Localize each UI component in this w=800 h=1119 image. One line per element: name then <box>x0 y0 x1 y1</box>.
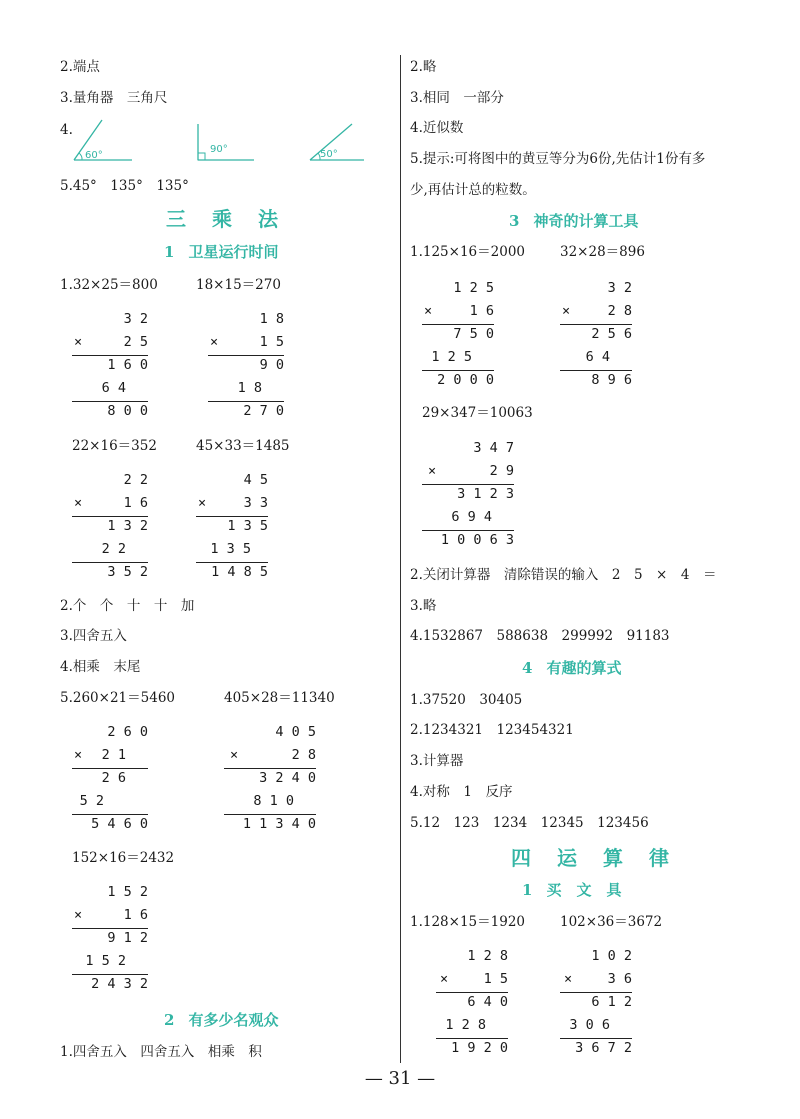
calc-result: 1 9 2 0 <box>451 1040 508 1056</box>
calc-line <box>72 516 148 517</box>
answer-line: 4.1532867 588638 299992 91183 <box>410 628 670 644</box>
angle-label: 60° <box>85 150 103 161</box>
calc-line <box>436 992 508 993</box>
calc-line <box>436 1038 508 1039</box>
chapter-title: 三乘法 <box>166 207 304 231</box>
calc-multiplier: 1 5 <box>483 971 508 987</box>
angle-label: 90° <box>210 144 228 155</box>
calc-multiplicand: 1 2 5 <box>453 280 494 296</box>
angle-50-figure <box>308 122 368 164</box>
section-name: 有多少名观众 <box>188 1011 279 1029</box>
calc-multiplicand: 3 4 7 <box>473 440 514 456</box>
vertical-calculation <box>436 950 508 1060</box>
calc-partial: 1 6 0 <box>107 357 148 373</box>
calc-result: 3 6 7 2 <box>575 1040 632 1056</box>
answer-line: 5.12 123 1234 12345 123456 <box>410 815 649 831</box>
calc-partial: 1 3 5 <box>227 518 268 534</box>
vertical-calculation <box>196 474 268 584</box>
answer-line: 少,再估计总的粒数。 <box>410 182 536 198</box>
calc-result: 8 0 0 <box>107 403 148 419</box>
calc-multiplier: 3 6 <box>607 971 632 987</box>
calc-partial: 3 0 6 <box>569 1017 610 1033</box>
calc-partial: 1 3 2 <box>107 518 148 534</box>
vertical-calculation <box>560 282 632 392</box>
answer-line: 22×16＝352 <box>72 438 157 454</box>
answer-line: 1.128×15＝1920 <box>410 914 525 930</box>
calc-multiplier: 2 8 <box>607 303 632 319</box>
section-title <box>164 245 278 260</box>
answer-line: 3.计算器 <box>410 753 464 769</box>
calc-times: × <box>74 747 83 763</box>
angle-label: 50° <box>320 149 338 160</box>
calc-partial: 3 1 2 3 <box>457 486 514 502</box>
calc-line <box>422 370 494 371</box>
answer-line: 1.四舍五入 四舍五入 相乘 积 <box>60 1044 262 1060</box>
calc-partial: 8 1 0 <box>253 793 294 809</box>
answer-line: 5.45° 135° 135° <box>60 178 189 194</box>
answer-line: 18×15＝270 <box>196 277 281 293</box>
angle-90-figure <box>196 122 258 164</box>
section-name: 神奇的计算工具 <box>533 212 639 230</box>
calc-partial: 2 2 <box>101 541 126 557</box>
calc-times: × <box>562 303 571 319</box>
calc-times: × <box>428 463 437 479</box>
answer-line: 1.125×16＝2000 <box>410 244 525 260</box>
calc-partial: 6 4 <box>101 380 126 396</box>
calc-result: 1 0 0 6 3 <box>440 532 514 548</box>
answer-line: 45×33＝1485 <box>196 438 290 454</box>
calc-line <box>208 401 284 402</box>
calc-times: × <box>230 747 239 763</box>
calc-multiplier: 1 5 <box>259 334 284 350</box>
answer-line: 3.量角器 三角尺 <box>60 90 168 106</box>
section-title <box>522 883 621 898</box>
calc-multiplier: 1 6 <box>123 907 148 923</box>
answer-line: 1.32×25＝800 <box>60 277 158 293</box>
answer-line: 3.四舍五入 <box>60 628 127 644</box>
section-title <box>522 661 621 676</box>
calc-partial: 6 1 2 <box>591 994 632 1010</box>
answer-line: 29×347＝10063 <box>422 405 533 421</box>
calc-line <box>224 814 316 815</box>
calc-multiplier: 2 1 <box>101 747 126 763</box>
calc-multiplicand: 2 2 <box>123 472 148 488</box>
calc-result: 2 4 3 2 <box>91 976 148 992</box>
calc-times: × <box>564 971 573 987</box>
calc-result: 3 5 2 <box>107 564 148 580</box>
calc-line <box>422 324 494 325</box>
calc-line <box>422 484 514 485</box>
vertical-calculation <box>72 886 148 996</box>
calc-result: 1 4 8 5 <box>211 564 268 580</box>
calc-result: 2 0 0 0 <box>437 372 494 388</box>
page-number: — 31 — <box>364 1068 436 1089</box>
column-divider <box>400 55 401 1063</box>
answer-line: 4.相乘 末尾 <box>60 659 141 675</box>
answer-line: 4. <box>60 122 73 138</box>
calc-result: 5 4 6 0 <box>91 816 148 832</box>
answer-line: 3.相同 一部分 <box>410 90 504 106</box>
calc-line <box>208 355 284 356</box>
calc-partial: 5 2 <box>79 793 104 809</box>
section-title <box>164 1013 278 1028</box>
calc-partial: 9 1 2 <box>107 930 148 946</box>
section-number: 1 <box>164 243 175 261</box>
answer-line: 4.近似数 <box>410 120 464 136</box>
calc-line <box>422 530 514 531</box>
calc-multiplicand: 1 0 2 <box>591 948 632 964</box>
calc-multiplicand: 4 0 5 <box>275 724 316 740</box>
calc-multiplier: 1 6 <box>469 303 494 319</box>
calc-partial: 6 4 <box>585 349 610 365</box>
calc-line <box>560 992 632 993</box>
chapter-title: 四运算律 <box>511 846 695 870</box>
calc-result: 8 9 6 <box>591 372 632 388</box>
calc-result: 2 7 0 <box>243 403 284 419</box>
section-number: 1 <box>522 881 533 899</box>
answer-line: 5.260×21＝5460 <box>60 690 175 706</box>
vertical-calculation <box>208 313 284 423</box>
calc-partial: 1 2 8 <box>445 1017 486 1033</box>
vertical-calculation <box>72 313 148 423</box>
calc-line <box>72 928 148 929</box>
calc-times: × <box>74 495 83 511</box>
calc-partial: 7 5 0 <box>453 326 494 342</box>
answer-line: 4.对称 1 反序 <box>410 784 513 800</box>
section-title <box>509 214 638 229</box>
calc-multiplicand: 1 5 2 <box>107 884 148 900</box>
calc-line <box>72 768 148 769</box>
section-name: 卫星运行时间 <box>188 243 279 261</box>
calc-times: × <box>74 334 83 350</box>
answer-line: 2.关闭计算器 清除错误的输入 2 5 × 4 ＝ <box>410 567 717 583</box>
calc-line <box>560 1038 632 1039</box>
angle-60-figure <box>72 118 134 164</box>
calc-line <box>224 768 316 769</box>
answer-line: 5.提示:可将图中的黄豆等分为6份,先估计1份有多 <box>410 151 706 167</box>
calc-partial: 3 2 4 0 <box>259 770 316 786</box>
calc-line <box>72 814 148 815</box>
answer-line: 2.端点 <box>60 59 100 75</box>
calc-partial: 1 2 5 <box>431 349 472 365</box>
calc-multiplier: 3 3 <box>243 495 268 511</box>
calc-partial: 2 5 6 <box>591 326 632 342</box>
calc-times: × <box>424 303 433 319</box>
calc-partial: 6 9 4 <box>451 509 492 525</box>
answer-line: 2.略 <box>410 59 437 75</box>
calc-multiplier: 1 6 <box>123 495 148 511</box>
calc-line <box>72 401 148 402</box>
calc-partial: 2 6 <box>101 770 126 786</box>
section-number: 2 <box>164 1011 175 1029</box>
section-name: 有趣的算式 <box>546 659 622 677</box>
calc-multiplicand: 3 2 <box>607 280 632 296</box>
answer-line: 405×28＝11340 <box>224 690 335 706</box>
calc-line <box>72 974 148 975</box>
answer-line: 152×16＝2432 <box>72 850 175 866</box>
vertical-calculation <box>560 950 632 1060</box>
answer-line: 2.1234321 123454321 <box>410 722 574 738</box>
vertical-calculation <box>422 282 494 392</box>
calc-partial: 1 3 5 <box>210 541 251 557</box>
calc-line <box>560 370 632 371</box>
calc-line <box>72 355 148 356</box>
calc-partial: 1 8 <box>237 380 262 396</box>
vertical-calculation <box>422 442 514 552</box>
answer-line: 3.略 <box>410 598 437 614</box>
calc-multiplier: 2 8 <box>291 747 316 763</box>
vertical-calculation <box>72 474 148 584</box>
vertical-calculation <box>72 726 148 836</box>
calc-times: × <box>210 334 219 350</box>
vertical-calculation <box>224 726 316 836</box>
calc-multiplicand: 1 2 8 <box>467 948 508 964</box>
calc-multiplicand: 1 8 <box>259 311 284 327</box>
section-number: 3 <box>509 212 520 230</box>
calc-partial: 1 5 2 <box>85 953 126 969</box>
calc-multiplier: 2 9 <box>489 463 514 479</box>
calc-partial: 9 0 <box>259 357 284 373</box>
answer-line: 102×36＝3672 <box>560 914 663 930</box>
answer-line: 1.37520 30405 <box>410 692 523 708</box>
answer-line: 32×28＝896 <box>560 244 645 260</box>
calc-line <box>196 562 268 563</box>
calc-times: × <box>198 495 207 511</box>
calc-line <box>196 516 268 517</box>
calc-times: × <box>74 907 83 923</box>
calc-multiplicand: 2 6 0 <box>107 724 148 740</box>
calc-multiplier: 2 5 <box>123 334 148 350</box>
answer-line: 2.个 个 十 十 加 <box>60 598 195 614</box>
calc-multiplicand: 4 5 <box>243 472 268 488</box>
calc-result: 1 1 3 4 0 <box>242 816 316 832</box>
calc-line <box>72 562 148 563</box>
calc-times: × <box>440 971 449 987</box>
section-name: 买 文 具 <box>546 881 622 899</box>
section-number: 4 <box>522 659 533 677</box>
calc-partial: 6 4 0 <box>467 994 508 1010</box>
calc-multiplicand: 3 2 <box>123 311 148 327</box>
calc-line <box>560 324 632 325</box>
